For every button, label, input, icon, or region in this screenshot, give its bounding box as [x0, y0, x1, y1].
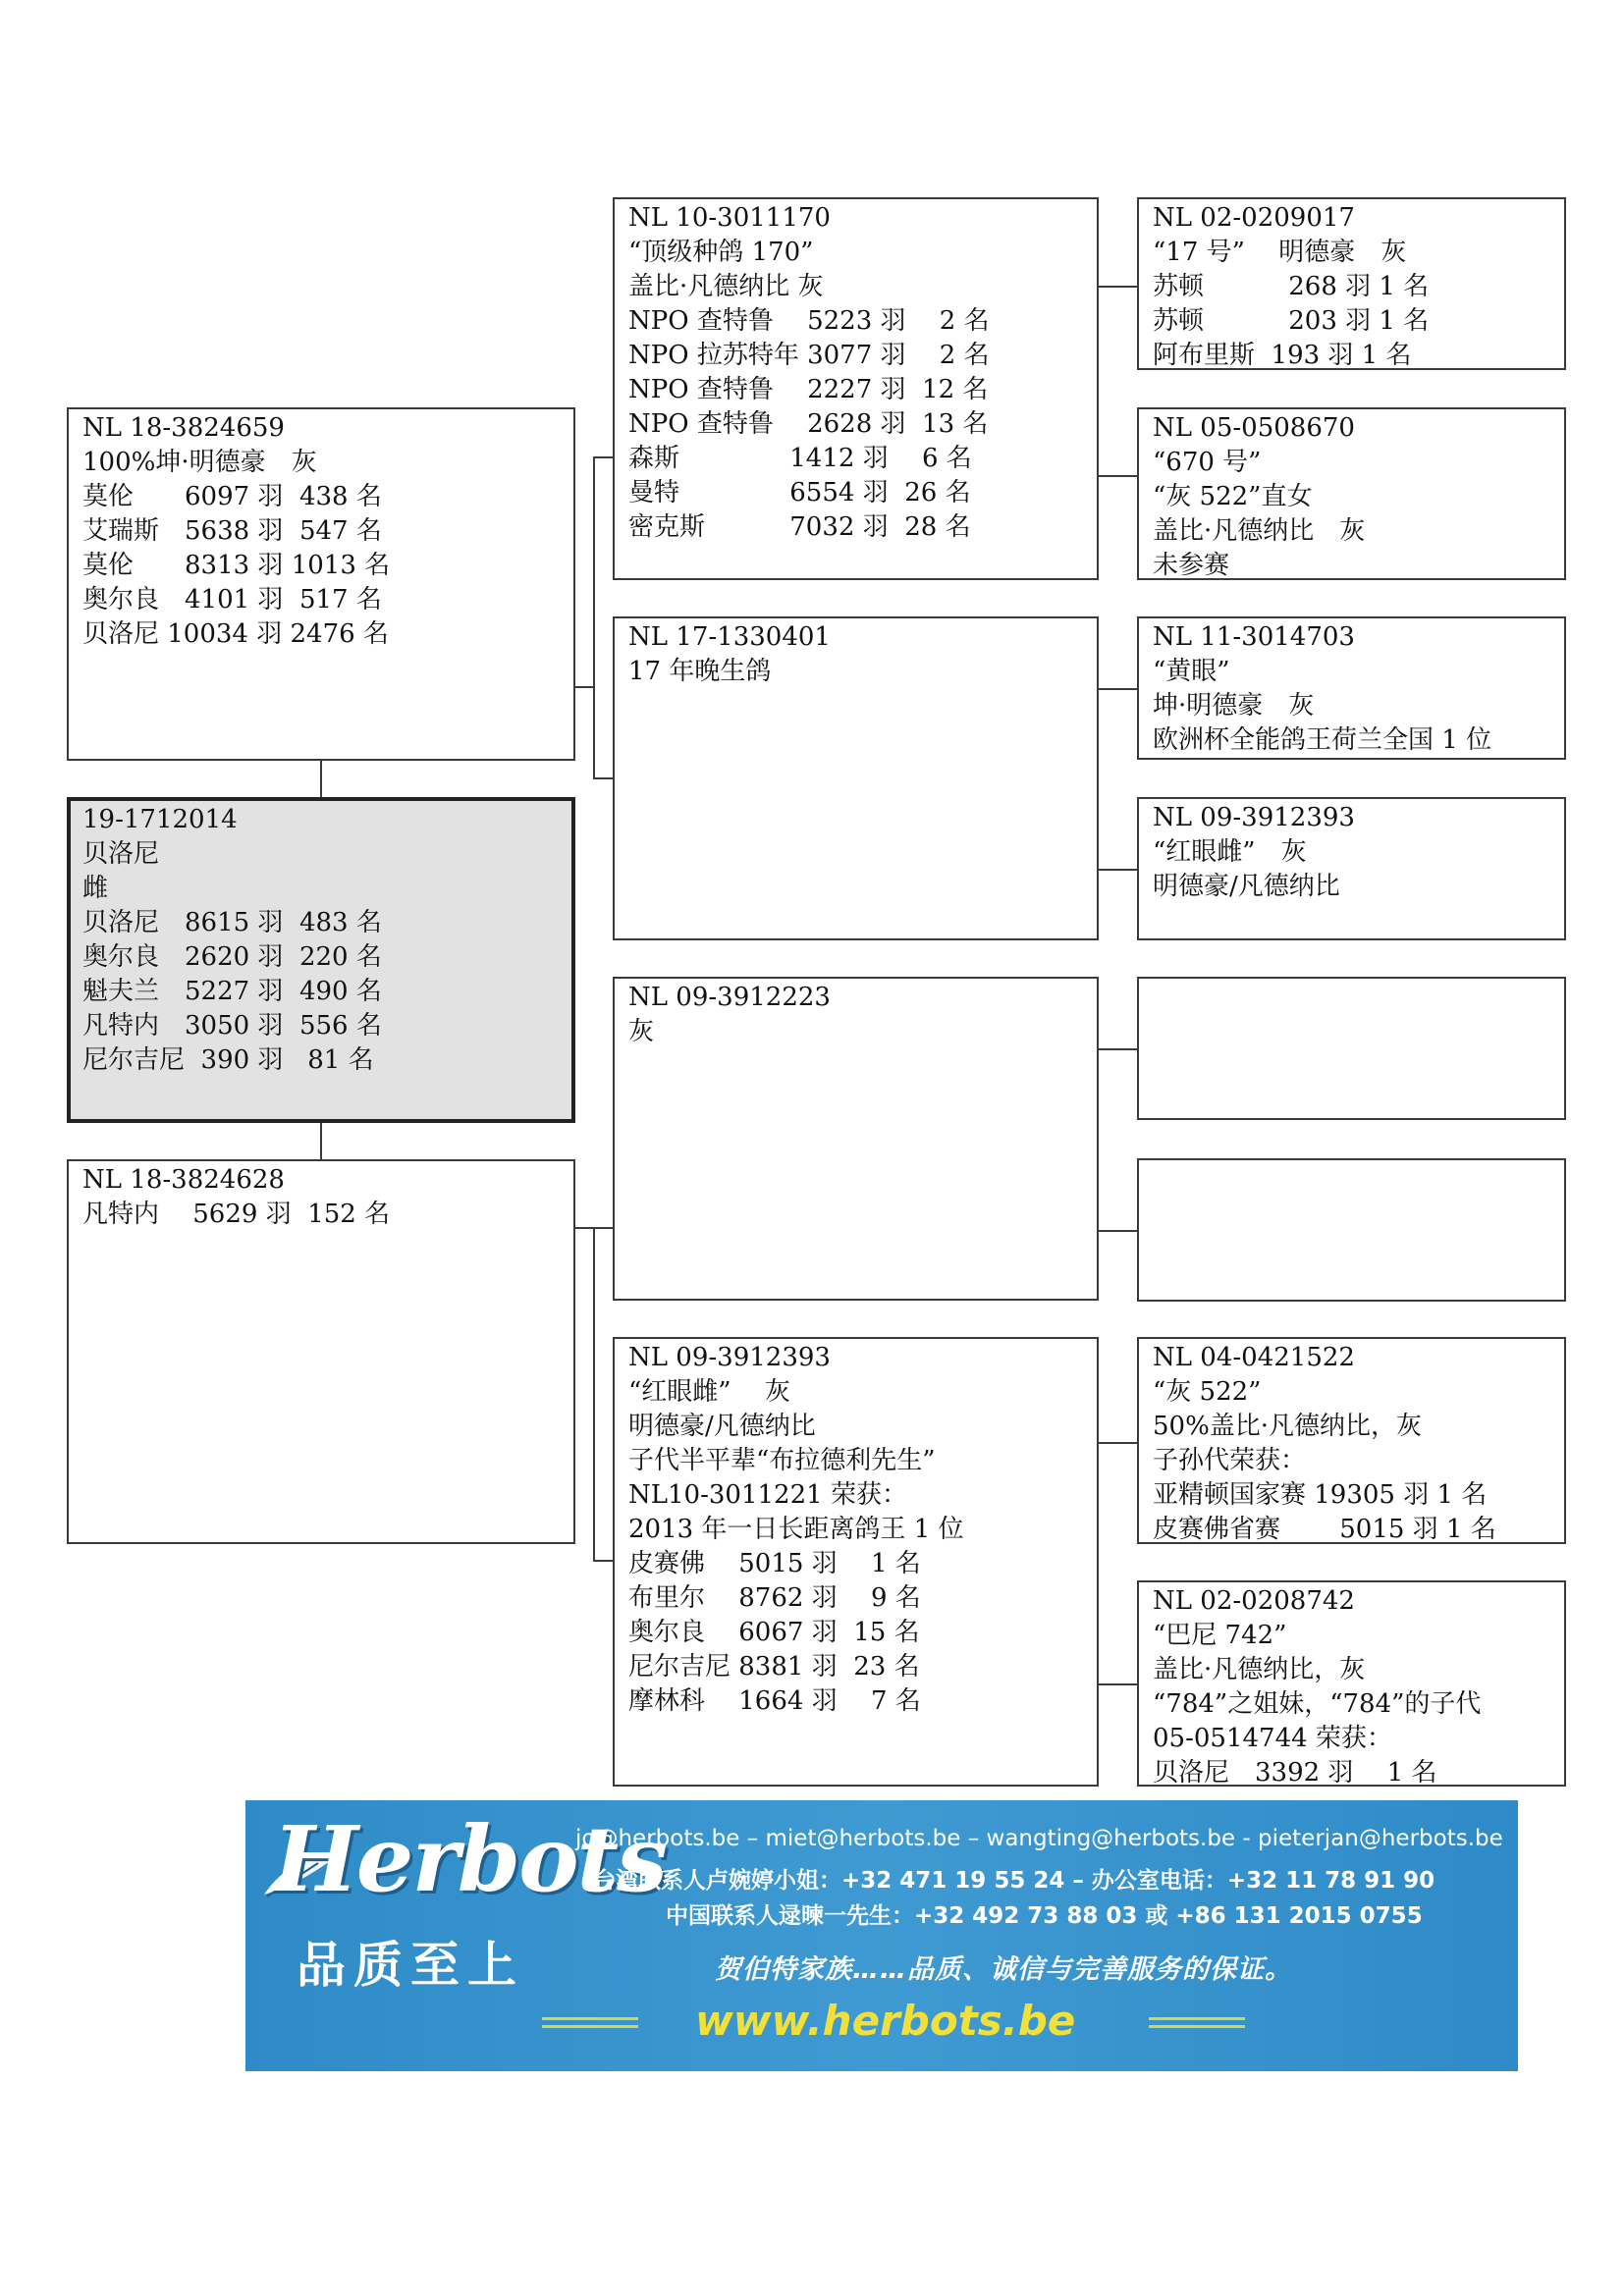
pedigree-line: 19-1712014 [82, 805, 238, 834]
pedigree-line: NL 02-0209017 [1153, 203, 1355, 233]
pedigree-line: 阿布里斯 193 羽 1 名 [1153, 341, 1412, 370]
pedigree-line: 皮赛佛 5015 羽 1 名 [628, 1549, 921, 1578]
pedigree-line: NL 11-3014703 [1153, 622, 1355, 652]
ss-sire-box [1137, 197, 1566, 370]
pedigree-line: 子代半平辈“布拉德利先生” [628, 1446, 936, 1475]
pedigree-line: NL 05-0508670 [1153, 413, 1355, 443]
connector [1099, 1230, 1137, 1232]
pedigree-line: NL 09-3912393 [1153, 803, 1355, 832]
pedigree-line: 明德豪/凡德纳比 [628, 1412, 816, 1441]
herbots-logo: Herbots [273, 1806, 666, 1912]
connector [593, 777, 613, 779]
pedigree-line: NL10-3011221 荣获： [628, 1480, 907, 1510]
dd-dam-box [1137, 1580, 1566, 1787]
pedigree-line: “784”之姐妹，“784”的子代 [1153, 1689, 1482, 1719]
connector [593, 1560, 613, 1562]
pedigree-line: 50%盖比·凡德纳比，灰 [1153, 1412, 1423, 1441]
pedigree-line: 亚精顿国家赛 19305 羽 1 名 [1153, 1480, 1488, 1510]
decorative-dash-right [1149, 2025, 1245, 2028]
pedigree-line: NPO 查特鲁 2227 羽 12 名 [628, 375, 989, 404]
pedigree-line: 苏顿 268 羽 1 名 [1153, 272, 1430, 301]
connector [1099, 869, 1137, 871]
pedigree-line: 子孙代荣获： [1153, 1446, 1307, 1475]
pedigree-line: 布里尔 8762 羽 9 名 [628, 1583, 921, 1613]
pedigree-line: NL 10-3011170 [628, 203, 831, 233]
pedigree-line: 贝洛尼 10034 羽 2476 名 [82, 619, 389, 649]
pedigree-line: 明德豪/凡德纳比 [1153, 872, 1340, 901]
pedigree-line: 灰 [628, 1017, 655, 1046]
pedigree-line: NL 09-3912223 [628, 983, 831, 1012]
pedigree-line: 贝洛尼 3392 羽 1 名 [1153, 1758, 1437, 1788]
connector [593, 1227, 595, 1561]
ds-sire-box [1137, 977, 1566, 1120]
decorative-dash-left [542, 2017, 638, 2020]
pedigree-line: 凡特内 5629 羽 152 名 [82, 1200, 391, 1229]
pedigree-line: 100%坤·明德豪 灰 [82, 448, 317, 477]
pedigree-line: 雌 [82, 874, 109, 903]
connector [1099, 286, 1137, 288]
pedigree-line: NL 04-0421522 [1153, 1343, 1355, 1372]
connector [1099, 688, 1137, 690]
sd-sire-box [1137, 616, 1566, 760]
pedigree-line: NPO 查特鲁 2628 羽 13 名 [628, 409, 989, 439]
dd-sire-box [1137, 1337, 1566, 1544]
pedigree-line: 欧洲杯全能鸽王荷兰全国 1 位 [1153, 725, 1492, 755]
contact-emails: jo@herbots.be – miet@herbots.be – wangting@herbots.be - pieterjan@herbots.be [575, 1826, 1503, 1851]
pedigree-line: “红眼雌” 灰 [1153, 837, 1307, 867]
dam-sire-box [613, 977, 1099, 1301]
pedigree-line: 奥尔良 2620 羽 220 名 [82, 942, 382, 972]
pedigree-line: 曼特 6554 羽 26 名 [628, 478, 971, 507]
taiwan-contact: 台湾联系人卢婉婷小姐：+32 471 19 55 24 – 办公室电话：+32 11 78 91 90 [593, 1868, 1435, 1894]
decorative-dash-left [542, 2025, 638, 2028]
connector [1099, 475, 1137, 477]
pedigree-line: 05-0514744 荣获： [1153, 1724, 1392, 1753]
pedigree-line: 17 年晚生鸽 [628, 657, 772, 686]
ss-dam-box [1137, 407, 1566, 580]
pedigree-line: 盖比·凡德纳比，灰 [1153, 1655, 1366, 1684]
pedigree-line: 尼尔吉尼 8381 羽 23 名 [628, 1652, 920, 1682]
pedigree-line: “灰 522” [1153, 1377, 1262, 1407]
pedigree-line: 苏顿 203 羽 1 名 [1153, 306, 1430, 336]
pedigree-line: NL 02-0208742 [1153, 1586, 1355, 1616]
connector [1099, 1683, 1137, 1685]
connector [593, 456, 613, 458]
pedigree-line: “红眼雌” 灰 [628, 1377, 790, 1407]
decorative-dash-right [1149, 2017, 1245, 2020]
pedigree-line: 2013 年一日长距离鸽王 1 位 [628, 1515, 964, 1544]
pedigree-line: “670 号” [1153, 448, 1262, 477]
pedigree-line: 摩林科 1664 羽 7 名 [628, 1686, 921, 1716]
dam-box [67, 1159, 575, 1544]
pedigree-line: 盖比·凡德纳比 灰 [1153, 516, 1366, 546]
website-link[interactable]: www.herbots.be [695, 1997, 1076, 2045]
ds-dam-box [1137, 1158, 1566, 1302]
china-contact: 中国联系人逯暕一先生：+32 492 73 88 03 或 +86 131 2015 0755 [666, 1903, 1423, 1929]
pedigree-line: 凡特内 3050 羽 556 名 [82, 1011, 382, 1041]
connector [320, 761, 322, 797]
pedigree-line: 尼尔吉尼 390 羽 81 名 [82, 1045, 374, 1075]
pedigree-line: NPO 查特鲁 5223 羽 2 名 [628, 306, 990, 336]
pedigree-line: NL 18-3824659 [82, 413, 285, 443]
sire-sire-box [613, 197, 1099, 580]
dam-dam-box [613, 1337, 1099, 1787]
pedigree-line: 皮赛佛省赛 5015 羽 1 名 [1153, 1515, 1496, 1544]
pedigree-line: NL 17-1330401 [628, 622, 831, 652]
sd-dam-box [1137, 797, 1566, 940]
connector [575, 686, 594, 688]
pedigree-line: “巴尼 742” [1153, 1621, 1287, 1650]
motto: 贺伯特家族……品质、诚信与完善服务的保证。 [715, 1954, 1292, 1985]
connector [320, 1123, 322, 1159]
slogan: 品质至上 [297, 1937, 524, 1994]
pedigree-line: “黄眼” [1153, 657, 1230, 686]
subject-box [67, 797, 575, 1123]
sire-box [67, 407, 575, 761]
pedigree-line: 密克斯 7032 羽 28 名 [628, 512, 971, 542]
pedigree-line: 森斯 1412 羽 6 名 [628, 444, 972, 473]
connector [1099, 1048, 1137, 1050]
pedigree-line: 盖比·凡德纳比 灰 [628, 272, 824, 301]
pedigree-line: 贝洛尼 [82, 839, 160, 869]
pedigree-line: 奥尔良 6067 羽 15 名 [628, 1618, 920, 1647]
connector [593, 456, 595, 778]
pedigree-line: 莫伦 8313 羽 1013 名 [82, 551, 391, 580]
pedigree-line: NL 09-3912393 [628, 1343, 831, 1372]
pedigree-line: 艾瑞斯 5638 羽 547 名 [82, 516, 382, 546]
pedigree-line: NPO 拉苏特年 3077 羽 2 名 [628, 341, 990, 370]
pedigree-line: 奥尔良 4101 羽 517 名 [82, 585, 382, 614]
pedigree-line: “顶级种鸽 170” [628, 238, 814, 267]
pedigree-line: “灰 522”直女 [1153, 482, 1313, 511]
pedigree-line: 魁夫兰 5227 羽 490 名 [82, 977, 382, 1006]
pedigree-line: 坤·明德豪 灰 [1153, 691, 1315, 721]
pedigree-line: 贝洛尼 8615 羽 483 名 [82, 908, 382, 937]
pedigree-line: 未参赛 [1153, 551, 1230, 580]
sire-dam-box [613, 616, 1099, 940]
pedigree-line: NL 18-3824628 [82, 1165, 285, 1195]
herbots-ad-banner [245, 1800, 1518, 2071]
connector [1099, 1442, 1137, 1444]
pedigree-line: 莫伦 6097 羽 438 名 [82, 482, 382, 511]
pedigree-line: “17 号” 明德豪 灰 [1153, 238, 1407, 267]
